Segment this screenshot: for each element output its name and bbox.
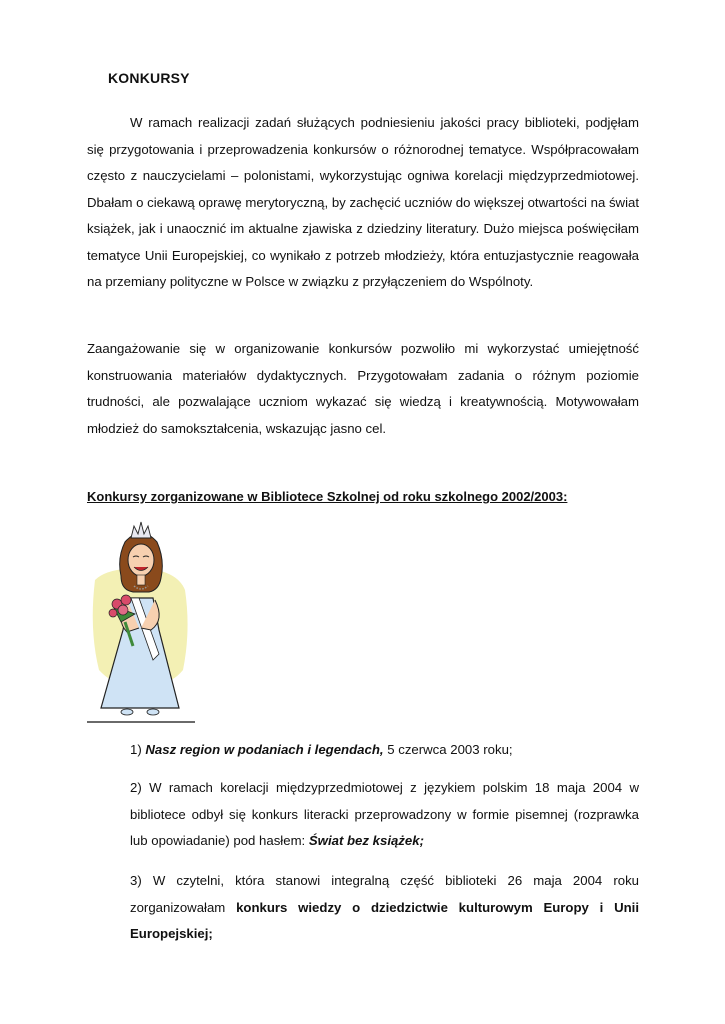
list-item-3-title: konkurs wiedzy o dziedzictwie kulturowym Europy i Unii Europejskiej; [130,899,639,941]
right-shoe [147,709,159,715]
left-shoe [121,709,133,715]
crown [131,522,151,538]
neck [137,575,145,585]
list-item-2 [130,775,639,855]
list-item-1-text: 5 czerwca 2003 roku; [383,742,513,757]
list-item-3 [130,868,639,948]
queen-illustration-svg [87,520,195,724]
list-item-3-number: 3) [130,873,142,888]
paragraph-second: Zaangażowanie się w organizowanie konkursów pozwoliło mi wykorzystać umiejętność konstruowania materiałów dydaktycznych. Przygotowałam zadania o różnym poziomie trudności, ale pozwalające uczniom wykazać się wiedzą i kreatywnością. Motywowałam młodzież do samokształcenia, wskazując jasno cel. [87,341,639,436]
face [128,544,154,576]
paragraph-intro: W ramach realizacji zadań służących podniesieniu jakości pracy biblioteki, podjęłam się przygotowania i przeprowadzenia konkursów o różnorodnej tematyce. Współpracowałam często z nauczycielami – polonistami, wykorzystując ogniwa korelacji międzyprzedmiotowej. Dbałam o ciekawą oprawę merytoryczną, by zachęcić uczniów do większej otwartości na świat książek, jak i unaocznić im aktualne zjawiska z dziedziny literatury. Dużo miejsca poświęciłam tematyce Unii Europejskiej, co wynikało z potrzeb młodzieży, która entuzjastycznie reagowała na przemiany polityczne w Polsce w związku z przyłączeniem do Wspólnoty. [87,115,639,289]
list-item-2-text: W ramach korelacji międzyprzedmiotowej z językiem polskim 18 maja 2004 w bibliotece odbył się konkurs literacki przeprowadzony w formie pisemnej (rozprawka lub opowiadanie) pod hasłem: [130,780,639,848]
list-item-2-title: Świat bez książek; [308,833,424,848]
list-item-1-title: Nasz region w podaniach i legendach, [145,742,384,757]
list-item-1-number: 1) [130,742,142,757]
queen-illustration [87,520,195,724]
list-item-2-number: 2) [130,780,142,795]
list-item-1 [130,737,639,764]
page-title: KONKURSY [108,70,190,86]
list-item-3-text: W czytelni, która stanowi integralną część biblioteki 26 maja 2004 roku zorganizowałam [130,873,639,915]
section-heading: Konkursy zorganizowane w Bibliotece Szkolnej od roku szkolnego 2002/2003: [87,489,568,504]
